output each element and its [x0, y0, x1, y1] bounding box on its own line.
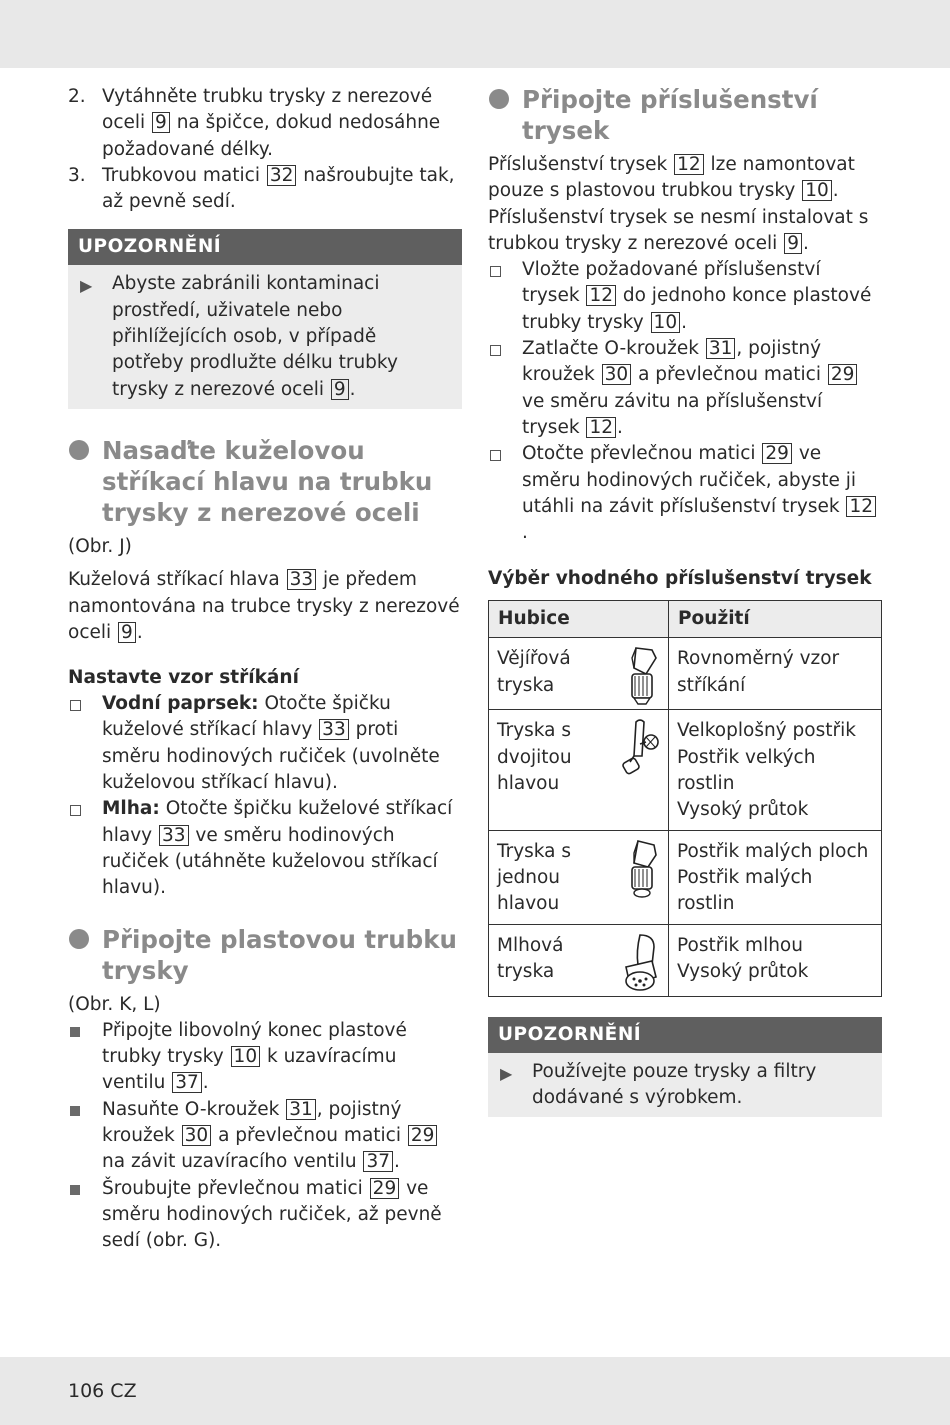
part-reference-number: 10 [651, 312, 681, 333]
warning-text: Abyste zabránili kontaminaci prostředí, uživatele nebo přihlížejících osob, v případě potřeby prodlužte délku trubky trysky z nerezové oceli 9 . [112, 273, 398, 400]
steps-list [68, 84, 462, 215]
list-item: Připojte libovolný konec plastové trubky trysky 10 k uzavíracímu ventilu 37 . [68, 1018, 462, 1097]
part-reference-number: 29 [408, 1125, 438, 1146]
page-header-band [0, 0, 950, 68]
left-column [68, 84, 462, 1255]
list-item: Otočte převlečnou matici 29 ve směru hodinových ručiček, abyste ji utáhli na závit příslušenství trysek 12. [488, 441, 882, 546]
usage-line: Postřik mlhou [677, 934, 803, 956]
list-item: Šroubujte převlečnou matici 29 ve směru hodinových ručiček, až pevně sedí (obr. G). [68, 1176, 462, 1255]
usage-line: Velkoplošný postřik [677, 720, 856, 742]
part-reference-number: 29 [370, 1178, 400, 1199]
part-reference-number: 10 [231, 1046, 261, 1067]
nozzle-name: Mlhová tryska [497, 934, 564, 982]
bullet-dot-icon [69, 440, 89, 460]
arrow-right-icon: ▶ [80, 276, 93, 296]
part-reference-number: 33 [159, 825, 189, 846]
nozzle-cell [489, 830, 669, 924]
nozzle-cell [489, 638, 669, 710]
figure-ref: (Obr. K, L) [68, 993, 161, 1015]
section-heading [488, 84, 882, 146]
part-reference-number: 29 [828, 364, 858, 385]
section-title: Připojte příslušenství trysek [522, 85, 818, 145]
nozzle-table [488, 600, 882, 996]
step-number: 3. [68, 164, 86, 186]
mist-nozzle-icon [618, 931, 662, 1001]
checkbox-square-icon [70, 700, 81, 711]
part-reference-number: 9 [118, 622, 136, 643]
part-reference-number: 37 [172, 1072, 202, 1093]
part-reference-number: 37 [363, 1151, 393, 1172]
nozzle-cell [489, 710, 669, 830]
numbered-step: 2. Vytáhněte trubku trysky z nerezové oceli 9 na špičce, dokud nedosáhne požadované délky. [68, 86, 441, 160]
bullet-dot-icon [69, 929, 89, 949]
part-reference-number: 12 [846, 496, 876, 517]
checkbox-square-icon [490, 266, 501, 277]
table-row [489, 924, 882, 996]
fan-nozzle-icon [622, 644, 662, 714]
paragraph: Příslušenství trysek se nesmí instalovat s trubkou trysky z nerezové oceli 9 . [488, 206, 869, 254]
arrow-right-icon: ▶ [500, 1063, 513, 1083]
part-reference-number: 9 [784, 233, 802, 254]
nozzle-name: Tryska s jednou hlavou [497, 840, 572, 915]
usage-line: Postřik malých ploch [677, 840, 869, 862]
usage-cell [669, 710, 882, 830]
section-title: Připojte plastovou trubku trysky [102, 924, 457, 985]
part-reference-number: 12 [586, 417, 616, 438]
list-item: Zatlačte O-kroužek 31 , pojistný kroužek 30 a převlečnou matici 29 ve směru závitu na příslušenství trysek 12 . [488, 336, 882, 441]
filled-square-icon [70, 1185, 80, 1195]
part-reference-number: 12 [586, 285, 616, 306]
page-number: 106 CZ [68, 1380, 137, 1402]
warning-box [68, 229, 462, 408]
usage-line: Postřik malých rostlin [677, 866, 813, 915]
nozzle-cell [489, 924, 669, 996]
checkbox-square-icon [70, 805, 81, 816]
part-reference-number: 9 [331, 379, 349, 400]
subheading: Nastavte vzor stříkání [68, 667, 299, 689]
spray-pattern-list [68, 691, 462, 901]
warning-title: UPOZORNĚNÍ [488, 1017, 882, 1053]
step-number: 2. [68, 86, 86, 107]
section-intro: Kuželová stříkací hlava 33 je předem namontována na trubce trysky z nerezové oceli 9 . [68, 569, 460, 643]
accessory-steps-list [488, 257, 882, 546]
nozzle-name: Tryska s dvojitou hlavou [497, 720, 572, 795]
part-reference-number: 10 [802, 180, 832, 201]
part-reference-number: 32 [267, 165, 297, 186]
part-reference-number: 29 [762, 443, 792, 464]
usage-cell [669, 638, 882, 710]
figure-ref: (Obr. J) [68, 535, 132, 557]
filled-square-icon [70, 1106, 80, 1116]
nozzle-name: Vějířová tryska [497, 648, 571, 696]
table-row [489, 830, 882, 924]
checkbox-square-icon [490, 450, 501, 461]
list-item: Vložte požadované příslušenství trysek 12 do jednoho konce plastové trubky trysky 10 . [488, 257, 882, 336]
right-column [488, 84, 882, 1117]
item-label: Vodní paprsek: [102, 693, 259, 715]
part-reference-number: 9 [152, 112, 170, 133]
paragraph: Příslušenství trysek 12 lze namontovat pouze s plastovou trubkou trysky 10 . [488, 154, 855, 202]
column-header: Použití [669, 601, 882, 638]
part-reference-number: 33 [287, 569, 317, 590]
list-item: Vodní paprsek: Otočte špičku kuželové stříkací hlavy 33 proti směru hodinových ručiček (uvolněte kuželovou stříkací hlavu). [68, 691, 462, 796]
table-title: Výběr vhodného příslušenství trysek [488, 568, 872, 590]
column-header: Hubice [489, 601, 669, 638]
list-item: Nasuňte O-kroužek 31 , pojistný kroužek 30 a převlečnou matici 29 na závit uzavíracího ventilu 37 . [68, 1097, 462, 1176]
usage-line: Vysoký průtok [677, 960, 809, 982]
checkbox-square-icon [490, 345, 501, 356]
table-row [489, 638, 882, 710]
part-reference-number: 31 [286, 1099, 316, 1120]
double-head-nozzle-icon [618, 716, 662, 786]
single-head-nozzle-icon [622, 837, 662, 907]
page-footer-band [0, 1357, 950, 1425]
usage-cell [669, 830, 882, 924]
section-title: Nasaďte kuželovou stříkací hlavu na trubku trysky z nerezové oceli [102, 435, 433, 527]
part-reference-number: 33 [319, 719, 349, 740]
part-reference-number: 12 [674, 154, 704, 175]
connect-steps-list [68, 1018, 462, 1255]
section-heading [68, 924, 462, 986]
numbered-step: 3. Trubkovou matici 32 našroubujte tak, až pevně sedí. [68, 164, 455, 213]
part-reference-number: 31 [706, 338, 736, 359]
list-item: Mlha: Otočte špičku kuželové stříkací hlavy 33 ve směru hodinových ručiček (utáhněte kuželovou stříkací hlavu). [68, 796, 462, 901]
bullet-dot-icon [489, 89, 509, 109]
part-reference-number: 30 [182, 1125, 212, 1146]
table-row [489, 710, 882, 830]
usage-cell [669, 924, 882, 996]
part-reference-number: 30 [602, 364, 632, 385]
section-heading [68, 435, 462, 528]
warning-title: UPOZORNĚNÍ [68, 229, 462, 265]
warning-body [68, 265, 462, 408]
usage-line: Rovnoměrný vzor stříkání [677, 648, 840, 696]
warning-text: Používejte pouze trysky a filtry dodávané s výrobkem. [532, 1060, 817, 1108]
item-label: Mlha: [102, 798, 160, 820]
filled-square-icon [70, 1027, 80, 1037]
warning-body [488, 1053, 882, 1118]
usage-line: Postřik velkých rostlin [677, 746, 816, 795]
warning-box [488, 1017, 882, 1118]
usage-line: Vysoký průtok [677, 799, 809, 821]
